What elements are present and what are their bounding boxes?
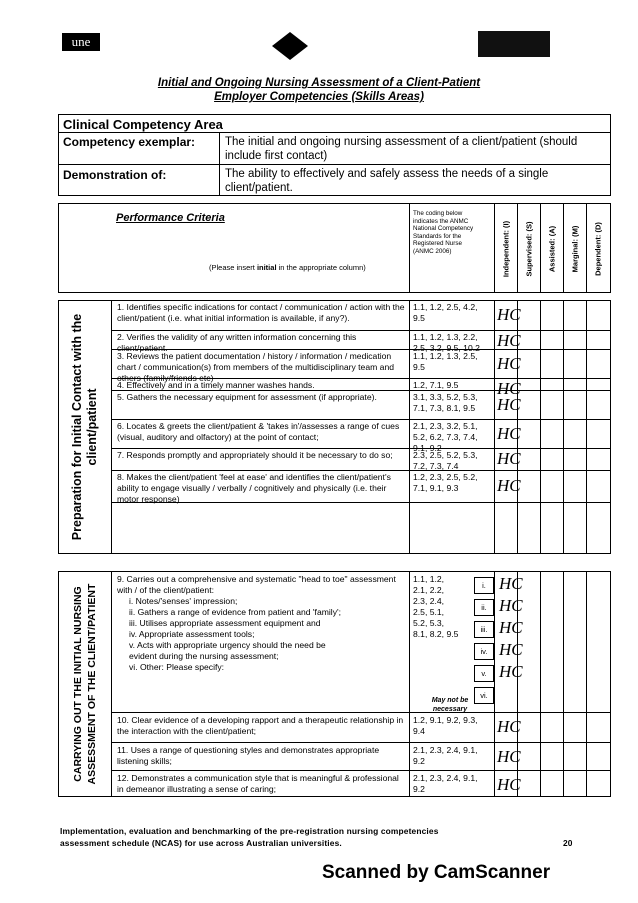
performance-criteria-title: Performance Criteria <box>116 212 225 224</box>
roman-marker: i. <box>474 577 494 594</box>
competency-area-title: Clinical Competency Area <box>63 117 223 132</box>
criterion-text: 2. Verifies the validity of any written information concerning this client/patient. <box>117 332 357 353</box>
initial-signature: HC <box>497 423 521 443</box>
column-supervised: Supervised: (S) <box>524 221 534 277</box>
criterion-text: 9. Carries out a comprehensive and systematic "head to toe" assessment with / of the client/patient: <box>117 574 396 595</box>
footer-line-2: assessment schedule (NCAS) for use across Australian universities. <box>60 838 342 848</box>
anmc-codes: 2.3, 2.4, <box>413 596 445 606</box>
initial-signature: HC <box>497 353 521 373</box>
assessment-section <box>58 571 611 797</box>
document-subtitle: Employer Competencies (Skills Areas) <box>214 91 424 103</box>
criterion-text: 3. Reviews the patient documentation / history / information / medication chart / communication(s) from members of the multidisciplinary team and others (family/friends etc) <box>117 351 395 383</box>
anmc-codes: 5.2, 5.3, <box>413 618 445 628</box>
initial-signature: HC <box>497 747 521 766</box>
exemplar-value: The initial and ongoing nursing assessment of a client/patient (should include first contact) <box>225 136 578 162</box>
sub-criterion: iii. Utilises appropriate assessment equipment and <box>129 618 321 628</box>
roman-marker: vi. <box>474 687 494 704</box>
sub-criterion: evident during the nursing assessment; <box>129 651 279 661</box>
initial-signature: HC <box>497 379 521 398</box>
criterion-text: 12. Demonstrates a communication style that is meaningful & professional in demeanor illustrating a sense of caring; <box>117 773 399 794</box>
criterion-text: 4. Effectively and in a timely manner washes hands. <box>117 380 315 390</box>
roman-marker: iii. <box>474 621 494 638</box>
initial-signature: HC <box>499 596 523 615</box>
sub-criterion: v. Acts with appropriate urgency should the need be <box>129 640 326 650</box>
roman-marker: iv. <box>474 643 494 660</box>
anmc-codes: 8.1, 8.2, 9.5 <box>413 629 459 639</box>
column-marginal: Marginal: (M) <box>570 225 580 273</box>
sub-criterion: i. Notes/'senses' impression; <box>129 596 238 606</box>
anmc-codes: 1.1, 1.2, <box>413 574 445 584</box>
roman-marker: ii. <box>474 599 494 616</box>
anmc-codes: 1.2, 9.1, 9.2, 9.3, 9.4 <box>413 715 478 736</box>
initial-signature: HC <box>499 618 523 637</box>
criterion-text: 11. Uses a range of questioning styles and demonstrates appropriate listening skills; <box>117 745 380 766</box>
diamond-logo-icon <box>270 24 310 64</box>
scanner-watermark: Scanned by CamScanner <box>322 862 551 883</box>
criterion-text: 5. Gathers the necessary equipment for assessment (if appropriate). <box>117 392 377 402</box>
table-row <box>111 572 610 713</box>
criterion-text: 8. Makes the client/patient 'feel at ease' and identifies the client/patient's ability to engage visually / verbally / cognitively and physically (i.e. their motor response) <box>117 472 391 504</box>
column-assisted: Assisted: (A) <box>547 225 557 273</box>
criterion-text: 10. Clear evidence of a developing rapport and a therapeutic relationship in the interaction with the client/patient; <box>117 715 404 736</box>
document-title: Initial and Ongoing Nursing Assessment of a Client-Patient <box>157 77 481 89</box>
initial-signature: HC <box>497 717 521 736</box>
sub-criterion: vi. Other: Please specify: <box>129 662 225 672</box>
demonstration-value: The ability to effectively and safely assess the needs of a single client/patient. <box>225 168 549 194</box>
criterion-text: 6. Locates & greets the client/patient & 'takes in'/assesses a range of cues (visual, auditory and olfactory) at the point of contact; <box>117 421 400 442</box>
coding-note: The coding below indicates the ANMC National Competency Standards for the Registered Nurse (ANMC 2006) <box>413 210 474 255</box>
exemplar-label: Competency exemplar: <box>63 135 196 149</box>
anmc-codes: 1.2, 7.1, 9.5 <box>413 380 459 390</box>
preparation-section <box>58 300 611 554</box>
instruction-text: (Please insert initial in the appropriate column) <box>209 263 366 272</box>
anmc-codes: 2.1, 2.2, <box>413 585 445 595</box>
sub-criterion: ii. Gathers a range of evidence from patient and 'family'; <box>129 607 342 617</box>
demonstration-label: Demonstration of: <box>63 168 167 182</box>
competency-box <box>58 114 611 196</box>
anmc-codes: 2.3, 2.5, 5.2, 5.3, 7.2, 7.3, 7.4 <box>413 450 478 471</box>
initial-signature: HC <box>497 449 521 468</box>
page-number: 20 <box>563 838 573 848</box>
anmc-codes: 2.1, 2.3, 3.2, 5.1, 5.2, 6.2, 7.3, 7.4, 9.1, 9.2 <box>413 421 478 453</box>
anmc-codes: 1.2, 2.3, 2.5, 5.2, 7.1, 9.1, 9.3 <box>413 472 478 493</box>
anmc-codes: 2.5, 5.1, <box>413 607 445 617</box>
partner-logo <box>478 31 550 57</box>
sub-criterion: iv. Appropriate assessment tools; <box>129 629 255 639</box>
anmc-codes: 1.1, 1.2, 1.3, 2.2, 2.5, 3.2, 9.5, 10.2 <box>413 332 480 353</box>
initial-signature: HC <box>497 394 521 414</box>
initial-signature: HC <box>497 305 521 324</box>
column-dependent: Dependent: (D) <box>593 222 603 276</box>
anmc-codes: 2.1, 2.3, 2.4, 9.1, 9.2 <box>413 773 478 794</box>
initial-signature: HC <box>499 662 523 681</box>
anmc-codes: 1.1, 1.2, 2.5, 4.2, 9.5 <box>413 302 478 323</box>
anmc-codes: 1.1, 1.2, 1.3, 2.5, 9.5 <box>413 351 478 372</box>
performance-header <box>58 203 611 293</box>
section-label-preparation: Preparation for Initial Contact with the client/patient <box>70 313 99 541</box>
footer-line-1: Implementation, evaluation and benchmarking of the pre-registration nursing competencies <box>60 826 439 836</box>
initial-signature: HC <box>497 775 521 794</box>
university-logo: une <box>62 33 100 51</box>
initial-signature: HC <box>499 574 523 593</box>
anmc-codes: 2.1, 2.3, 2.4, 9.1, 9.2 <box>413 745 478 766</box>
initial-signature: HC <box>497 331 521 350</box>
initial-signature: HC <box>497 476 521 495</box>
roman-marker: v. <box>474 665 494 682</box>
anmc-codes: 3.1, 3.3, 5.2, 5.3, 7.1, 7.3, 8.1, 9.5 <box>413 392 478 413</box>
initial-signature: HC <box>499 640 523 659</box>
criterion-text: 1. Identifies specific indications for contact / communication / action with the client/patient (i.e. what initial information is available, if any?). <box>117 302 405 323</box>
section-label-assessment: CARRYING OUT THE INITIAL NURSING ASSESSMENT OF THE CLIENT/PATIENT <box>72 583 98 785</box>
column-independent: Independent: (I) <box>501 220 511 278</box>
may-not-be-necessary: May not be necessary <box>431 697 469 713</box>
criterion-text: 7. Responds promptly and appropriately should it be necessary to do so; <box>117 450 393 460</box>
